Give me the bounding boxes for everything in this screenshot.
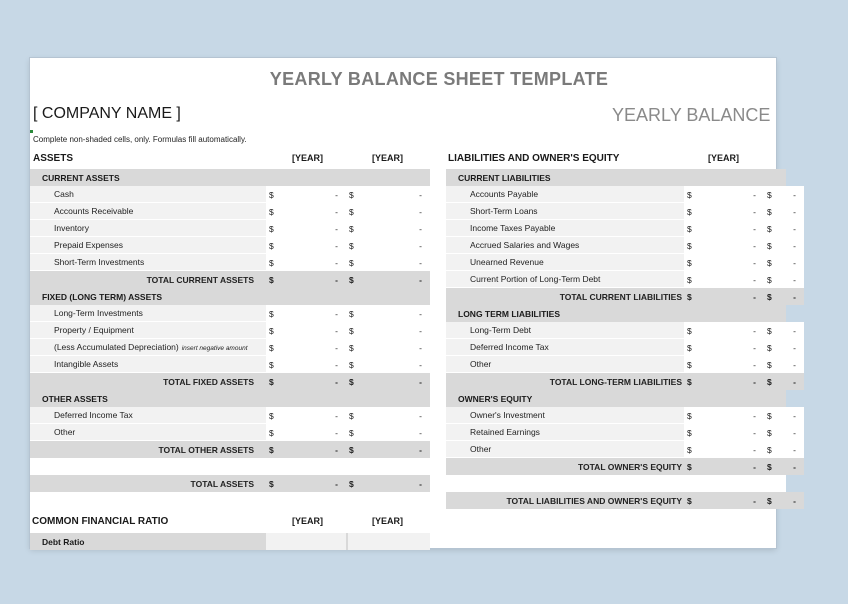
item-value-cell[interactable] [684, 441, 764, 458]
item-value-cell[interactable] [266, 254, 346, 271]
grand-total-label: TOTAL LIABILITIES AND OWNER'S EQUITY [506, 495, 682, 506]
item-value-cell[interactable] [684, 339, 764, 356]
item-value-cell[interactable] [684, 220, 764, 237]
currency-symbol: $ [687, 444, 692, 455]
currency-symbol: $ [269, 376, 274, 387]
amount-value: - [793, 410, 796, 421]
total-value-cell [684, 288, 764, 305]
amount-value: - [419, 257, 422, 268]
item-value-cell[interactable] [684, 271, 764, 288]
amount-value: - [335, 478, 338, 489]
assets-heading: ASSETS [33, 153, 74, 164]
item-value-cell[interactable] [346, 356, 430, 373]
grand-total-row [30, 475, 430, 492]
amount-value: - [335, 427, 338, 438]
item-value-cell[interactable] [764, 254, 804, 271]
currency-symbol: $ [687, 427, 692, 438]
currency-symbol: $ [269, 257, 274, 268]
amount-value: - [335, 274, 338, 285]
section-title: FIXED (LONG TERM) ASSETS [42, 291, 163, 302]
line-item-row [446, 186, 796, 203]
item-value-cell[interactable] [346, 237, 430, 254]
item-value-cell[interactable] [346, 203, 430, 220]
amount-value: - [793, 359, 796, 370]
currency-symbol: $ [687, 223, 692, 234]
currency-symbol: $ [687, 410, 692, 421]
currency-symbol: $ [349, 308, 354, 319]
section-title: OTHER ASSETS [42, 393, 108, 404]
line-item-row [446, 254, 796, 271]
ratios-table [30, 533, 430, 550]
amount-value: - [793, 189, 796, 200]
line-item-label: Accounts Receivable [54, 206, 134, 216]
line-item-label: Cash [54, 189, 74, 199]
amount-value: - [753, 240, 756, 251]
line-item-row [446, 356, 796, 373]
amount-value: - [753, 325, 756, 336]
amount-value: - [793, 376, 796, 387]
line-item-row [30, 203, 430, 220]
item-value-cell[interactable] [346, 254, 430, 271]
item-value-cell[interactable] [346, 407, 430, 424]
currency-symbol: $ [269, 325, 274, 336]
item-value-cell[interactable] [764, 441, 804, 458]
total-value-cell [346, 441, 430, 458]
currency-symbol: $ [687, 461, 692, 472]
line-item-label: Unearned Revenue [470, 257, 544, 267]
line-item-label: Retained Earnings [470, 427, 540, 437]
item-value-cell[interactable] [346, 305, 430, 322]
total-value-cell [764, 288, 804, 305]
comment-marker-icon [30, 130, 33, 133]
item-value-cell[interactable] [346, 424, 430, 441]
item-value-cell[interactable] [764, 322, 804, 339]
line-item-label: Current Portion of Long-Term Debt [470, 274, 601, 284]
line-item-label: Short-Term Investments [54, 257, 145, 267]
item-value-cell[interactable] [764, 424, 804, 441]
section-total-label: TOTAL LONG-TERM LIABILITIES [549, 376, 682, 387]
section-title: CURRENT ASSETS [42, 172, 120, 183]
item-value-cell[interactable] [346, 339, 430, 356]
amount-value: - [419, 240, 422, 251]
item-value-cell[interactable] [266, 407, 346, 424]
currency-symbol: $ [349, 206, 354, 217]
total-value-cell [764, 373, 804, 390]
amount-value: - [793, 291, 796, 302]
line-item-row [30, 186, 430, 203]
currency-symbol: $ [767, 223, 772, 234]
total-value-cell [684, 373, 764, 390]
line-item-row [30, 356, 430, 373]
item-value-cell[interactable] [684, 254, 764, 271]
currency-symbol: $ [767, 495, 772, 506]
amount-value: - [419, 427, 422, 438]
amount-value: - [753, 291, 756, 302]
currency-symbol: $ [269, 410, 274, 421]
section-total-row [446, 288, 796, 305]
currency-symbol: $ [349, 240, 354, 251]
currency-symbol: $ [687, 359, 692, 370]
ratios-year-2[interactable]: [YEAR] [372, 516, 403, 526]
item-value-cell[interactable] [764, 356, 804, 373]
amount-value: - [335, 189, 338, 200]
line-item-label: Income Taxes Payable [470, 223, 556, 233]
currency-symbol: $ [349, 223, 354, 234]
currency-symbol: $ [687, 206, 692, 217]
liabilities-year-1[interactable]: [YEAR] [708, 153, 739, 163]
currency-symbol: $ [687, 342, 692, 353]
company-name-field[interactable]: [ COMPANY NAME ] [33, 105, 181, 122]
currency-symbol: $ [349, 342, 354, 353]
currency-symbol: $ [687, 240, 692, 251]
currency-symbol: $ [687, 189, 692, 200]
currency-symbol: $ [687, 495, 692, 506]
page-title: YEARLY BALANCE SHEET TEMPLATE [269, 69, 609, 89]
line-item-row [446, 220, 796, 237]
currency-symbol: $ [767, 291, 772, 302]
section-total-label: TOTAL OTHER ASSETS [158, 444, 254, 455]
currency-symbol: $ [269, 359, 274, 370]
line-item-row [446, 271, 796, 288]
line-item-label: Deferred Income Tax [54, 410, 133, 420]
item-value-cell[interactable] [346, 322, 430, 339]
total-value-cell [684, 492, 764, 509]
section-total-row [30, 441, 430, 458]
total-value-cell [266, 373, 346, 390]
line-item-row [30, 254, 430, 271]
section-header-row [446, 390, 786, 407]
currency-symbol: $ [349, 325, 354, 336]
item-value-cell[interactable] [764, 203, 804, 220]
total-value-cell [684, 458, 764, 475]
line-item-label: Prepaid Expenses [54, 240, 123, 250]
line-item-row [30, 424, 430, 441]
currency-symbol: $ [767, 359, 772, 370]
item-value-cell[interactable] [764, 186, 804, 203]
currency-symbol: $ [349, 410, 354, 421]
line-item-label: Long-Term Debt [470, 325, 531, 335]
amount-value: - [335, 206, 338, 217]
line-item-row [30, 237, 430, 254]
total-value-cell [266, 271, 346, 288]
amount-value: - [419, 410, 422, 421]
line-item-label: Other [470, 359, 492, 369]
amount-value: - [793, 427, 796, 438]
amount-value: - [753, 495, 756, 506]
item-value-cell[interactable] [266, 305, 346, 322]
assets-year-1[interactable]: [YEAR] [292, 153, 323, 163]
amount-value: - [753, 342, 756, 353]
line-item-label: Owner's Investment [470, 410, 545, 420]
item-value-cell[interactable] [684, 356, 764, 373]
total-value-cell [266, 441, 346, 458]
line-item-row [446, 441, 796, 458]
amount-value: - [793, 206, 796, 217]
amount-value: - [793, 342, 796, 353]
item-value-cell[interactable] [764, 271, 804, 288]
amount-value: - [419, 308, 422, 319]
amount-value: - [793, 444, 796, 455]
item-value-cell[interactable] [266, 339, 346, 356]
amount-value: - [419, 325, 422, 336]
amount-value: - [793, 223, 796, 234]
ratio-label: Debt Ratio [42, 536, 85, 547]
currency-symbol: $ [349, 427, 354, 438]
section-total-row [446, 373, 796, 390]
section-total-row [30, 271, 430, 288]
amount-value: - [335, 359, 338, 370]
amount-value: - [335, 257, 338, 268]
total-value-cell [346, 271, 430, 288]
total-value-cell [266, 475, 346, 492]
item-value-cell[interactable] [684, 424, 764, 441]
amount-value: - [753, 359, 756, 370]
amount-value: - [793, 257, 796, 268]
amount-value: - [419, 359, 422, 370]
amount-value: - [753, 444, 756, 455]
grand-total-row [446, 492, 796, 509]
amount-value: - [419, 342, 422, 353]
amount-value: - [335, 444, 338, 455]
currency-symbol: $ [767, 189, 772, 200]
line-item-row [30, 322, 430, 339]
item-value-cell[interactable] [764, 237, 804, 254]
line-item-row [30, 339, 430, 356]
grand-total-label: TOTAL ASSETS [190, 478, 254, 489]
currency-symbol: $ [269, 478, 274, 489]
ratios-year-1[interactable]: [YEAR] [292, 516, 323, 526]
ratio-row [30, 533, 430, 550]
line-item-row [446, 237, 796, 254]
currency-symbol: $ [349, 274, 354, 285]
line-item-label: Intangible Assets [54, 359, 119, 369]
amount-value: - [753, 427, 756, 438]
section-title: LONG TERM LIABILITIES [458, 308, 560, 319]
currency-symbol: $ [767, 461, 772, 472]
currency-symbol: $ [349, 376, 354, 387]
assets-table [30, 169, 430, 492]
line-item-label: (Less Accumulated Depreciation) insert negative amount [54, 342, 248, 352]
section-total-row [446, 458, 796, 475]
section-header-row [30, 390, 430, 407]
amount-value: - [793, 240, 796, 251]
amount-value: - [419, 189, 422, 200]
amount-value: - [793, 274, 796, 285]
currency-symbol: $ [767, 444, 772, 455]
total-value-cell [346, 475, 430, 492]
amount-value: - [753, 206, 756, 217]
amount-value: - [419, 478, 422, 489]
currency-symbol: $ [767, 206, 772, 217]
line-item-row [30, 407, 430, 424]
item-value-cell[interactable] [684, 186, 764, 203]
amount-value: - [335, 342, 338, 353]
line-item-row [30, 220, 430, 237]
total-value-cell [764, 492, 804, 509]
section-total-label: TOTAL CURRENT LIABILITIES [559, 291, 682, 302]
section-header-row [30, 288, 430, 305]
currency-symbol: $ [349, 359, 354, 370]
amount-value: - [753, 223, 756, 234]
section-header-row [446, 305, 786, 322]
liabilities-table [446, 169, 796, 509]
spacer-row [30, 458, 430, 475]
item-value-cell[interactable] [764, 220, 804, 237]
item-value-cell[interactable] [346, 186, 430, 203]
currency-symbol: $ [269, 444, 274, 455]
item-value-cell[interactable] [764, 407, 804, 424]
section-title: OWNER'S EQUITY [458, 393, 533, 404]
item-value-cell[interactable] [684, 322, 764, 339]
total-value-cell [764, 458, 804, 475]
item-value-cell[interactable] [266, 322, 346, 339]
line-item-row [446, 203, 796, 220]
amount-value: - [753, 376, 756, 387]
item-value-cell[interactable] [684, 203, 764, 220]
section-header-row [30, 169, 430, 186]
item-value-cell[interactable] [266, 220, 346, 237]
total-value-cell [346, 373, 430, 390]
item-value-cell[interactable] [266, 203, 346, 220]
currency-symbol: $ [269, 240, 274, 251]
line-item-label: Accrued Salaries and Wages [470, 240, 580, 250]
currency-symbol: $ [687, 274, 692, 285]
currency-symbol: $ [269, 189, 274, 200]
line-item-label: Short-Term Loans [470, 206, 538, 216]
currency-symbol: $ [349, 189, 354, 200]
currency-symbol: $ [269, 206, 274, 217]
item-value-cell[interactable] [266, 186, 346, 203]
item-value-cell[interactable] [764, 339, 804, 356]
assets-year-2[interactable]: [YEAR] [372, 153, 403, 163]
line-item-row [446, 424, 796, 441]
amount-value: - [753, 410, 756, 421]
amount-value: - [335, 223, 338, 234]
line-item-label: Property / Equipment [54, 325, 134, 335]
line-item-label: Deferred Income Tax [470, 342, 549, 352]
line-item-label: Inventory [54, 223, 89, 233]
section-total-label: TOTAL CURRENT ASSETS [146, 274, 254, 285]
currency-symbol: $ [687, 291, 692, 302]
currency-symbol: $ [349, 257, 354, 268]
currency-symbol: $ [269, 427, 274, 438]
depreciation-note: insert negative amount [181, 345, 248, 352]
ratio-value-cell [348, 533, 430, 550]
section-total-row [30, 373, 430, 390]
currency-symbol: $ [349, 444, 354, 455]
amount-value: - [753, 274, 756, 285]
spacer-row [446, 475, 786, 492]
section-total-label: TOTAL FIXED ASSETS [163, 376, 254, 387]
section-total-label: TOTAL OWNER'S EQUITY [577, 461, 682, 472]
line-item-label: Other [54, 427, 76, 437]
amount-value: - [419, 223, 422, 234]
amount-value: - [335, 325, 338, 336]
currency-symbol: $ [349, 478, 354, 489]
item-value-cell[interactable] [266, 356, 346, 373]
spreadsheet-page [30, 58, 796, 548]
currency-symbol: $ [687, 257, 692, 268]
amount-value: - [335, 410, 338, 421]
amount-value: - [419, 274, 422, 285]
currency-symbol: $ [767, 376, 772, 387]
item-value-cell[interactable] [266, 424, 346, 441]
line-item-label: Other [470, 444, 492, 454]
amount-value: - [419, 376, 422, 387]
amount-value: - [753, 189, 756, 200]
amount-value: - [793, 325, 796, 336]
currency-symbol: $ [767, 410, 772, 421]
currency-symbol: $ [269, 274, 274, 285]
currency-symbol: $ [767, 325, 772, 336]
line-item-label: Accounts Payable [470, 189, 539, 199]
currency-symbol: $ [767, 427, 772, 438]
amount-value: - [753, 257, 756, 268]
item-value-cell[interactable] [684, 237, 764, 254]
right-page-title: YEARLY BALANCE [612, 105, 771, 125]
amount-value: - [793, 461, 796, 472]
ratio-value-cell [266, 533, 346, 550]
amount-value: - [335, 376, 338, 387]
amount-value: - [335, 240, 338, 251]
item-value-cell[interactable] [266, 237, 346, 254]
section-header-row [446, 169, 786, 186]
instructions-note: Complete non-shaded cells, only. Formulas fill automatically. [33, 135, 247, 144]
item-value-cell[interactable] [684, 407, 764, 424]
amount-value: - [419, 206, 422, 217]
ratios-heading: COMMON FINANCIAL RATIO [32, 516, 169, 527]
currency-symbol: $ [767, 240, 772, 251]
line-item-row [446, 407, 796, 424]
section-title: CURRENT LIABILITIES [458, 172, 551, 183]
amount-value: - [419, 444, 422, 455]
item-value-cell[interactable] [346, 220, 430, 237]
line-item-row [30, 305, 430, 322]
amount-value: - [793, 495, 796, 506]
line-item-label: Long-Term Investments [54, 308, 143, 318]
amount-value: - [753, 461, 756, 472]
currency-symbol: $ [767, 274, 772, 285]
currency-symbol: $ [687, 325, 692, 336]
currency-symbol: $ [687, 376, 692, 387]
line-item-row [446, 322, 796, 339]
currency-symbol: $ [269, 342, 274, 353]
currency-symbol: $ [269, 308, 274, 319]
liabilities-heading: LIABILITIES AND OWNER'S EQUITY [448, 153, 620, 164]
line-item-row [446, 339, 796, 356]
currency-symbol: $ [767, 257, 772, 268]
currency-symbol: $ [269, 223, 274, 234]
amount-value: - [335, 308, 338, 319]
currency-symbol: $ [767, 342, 772, 353]
